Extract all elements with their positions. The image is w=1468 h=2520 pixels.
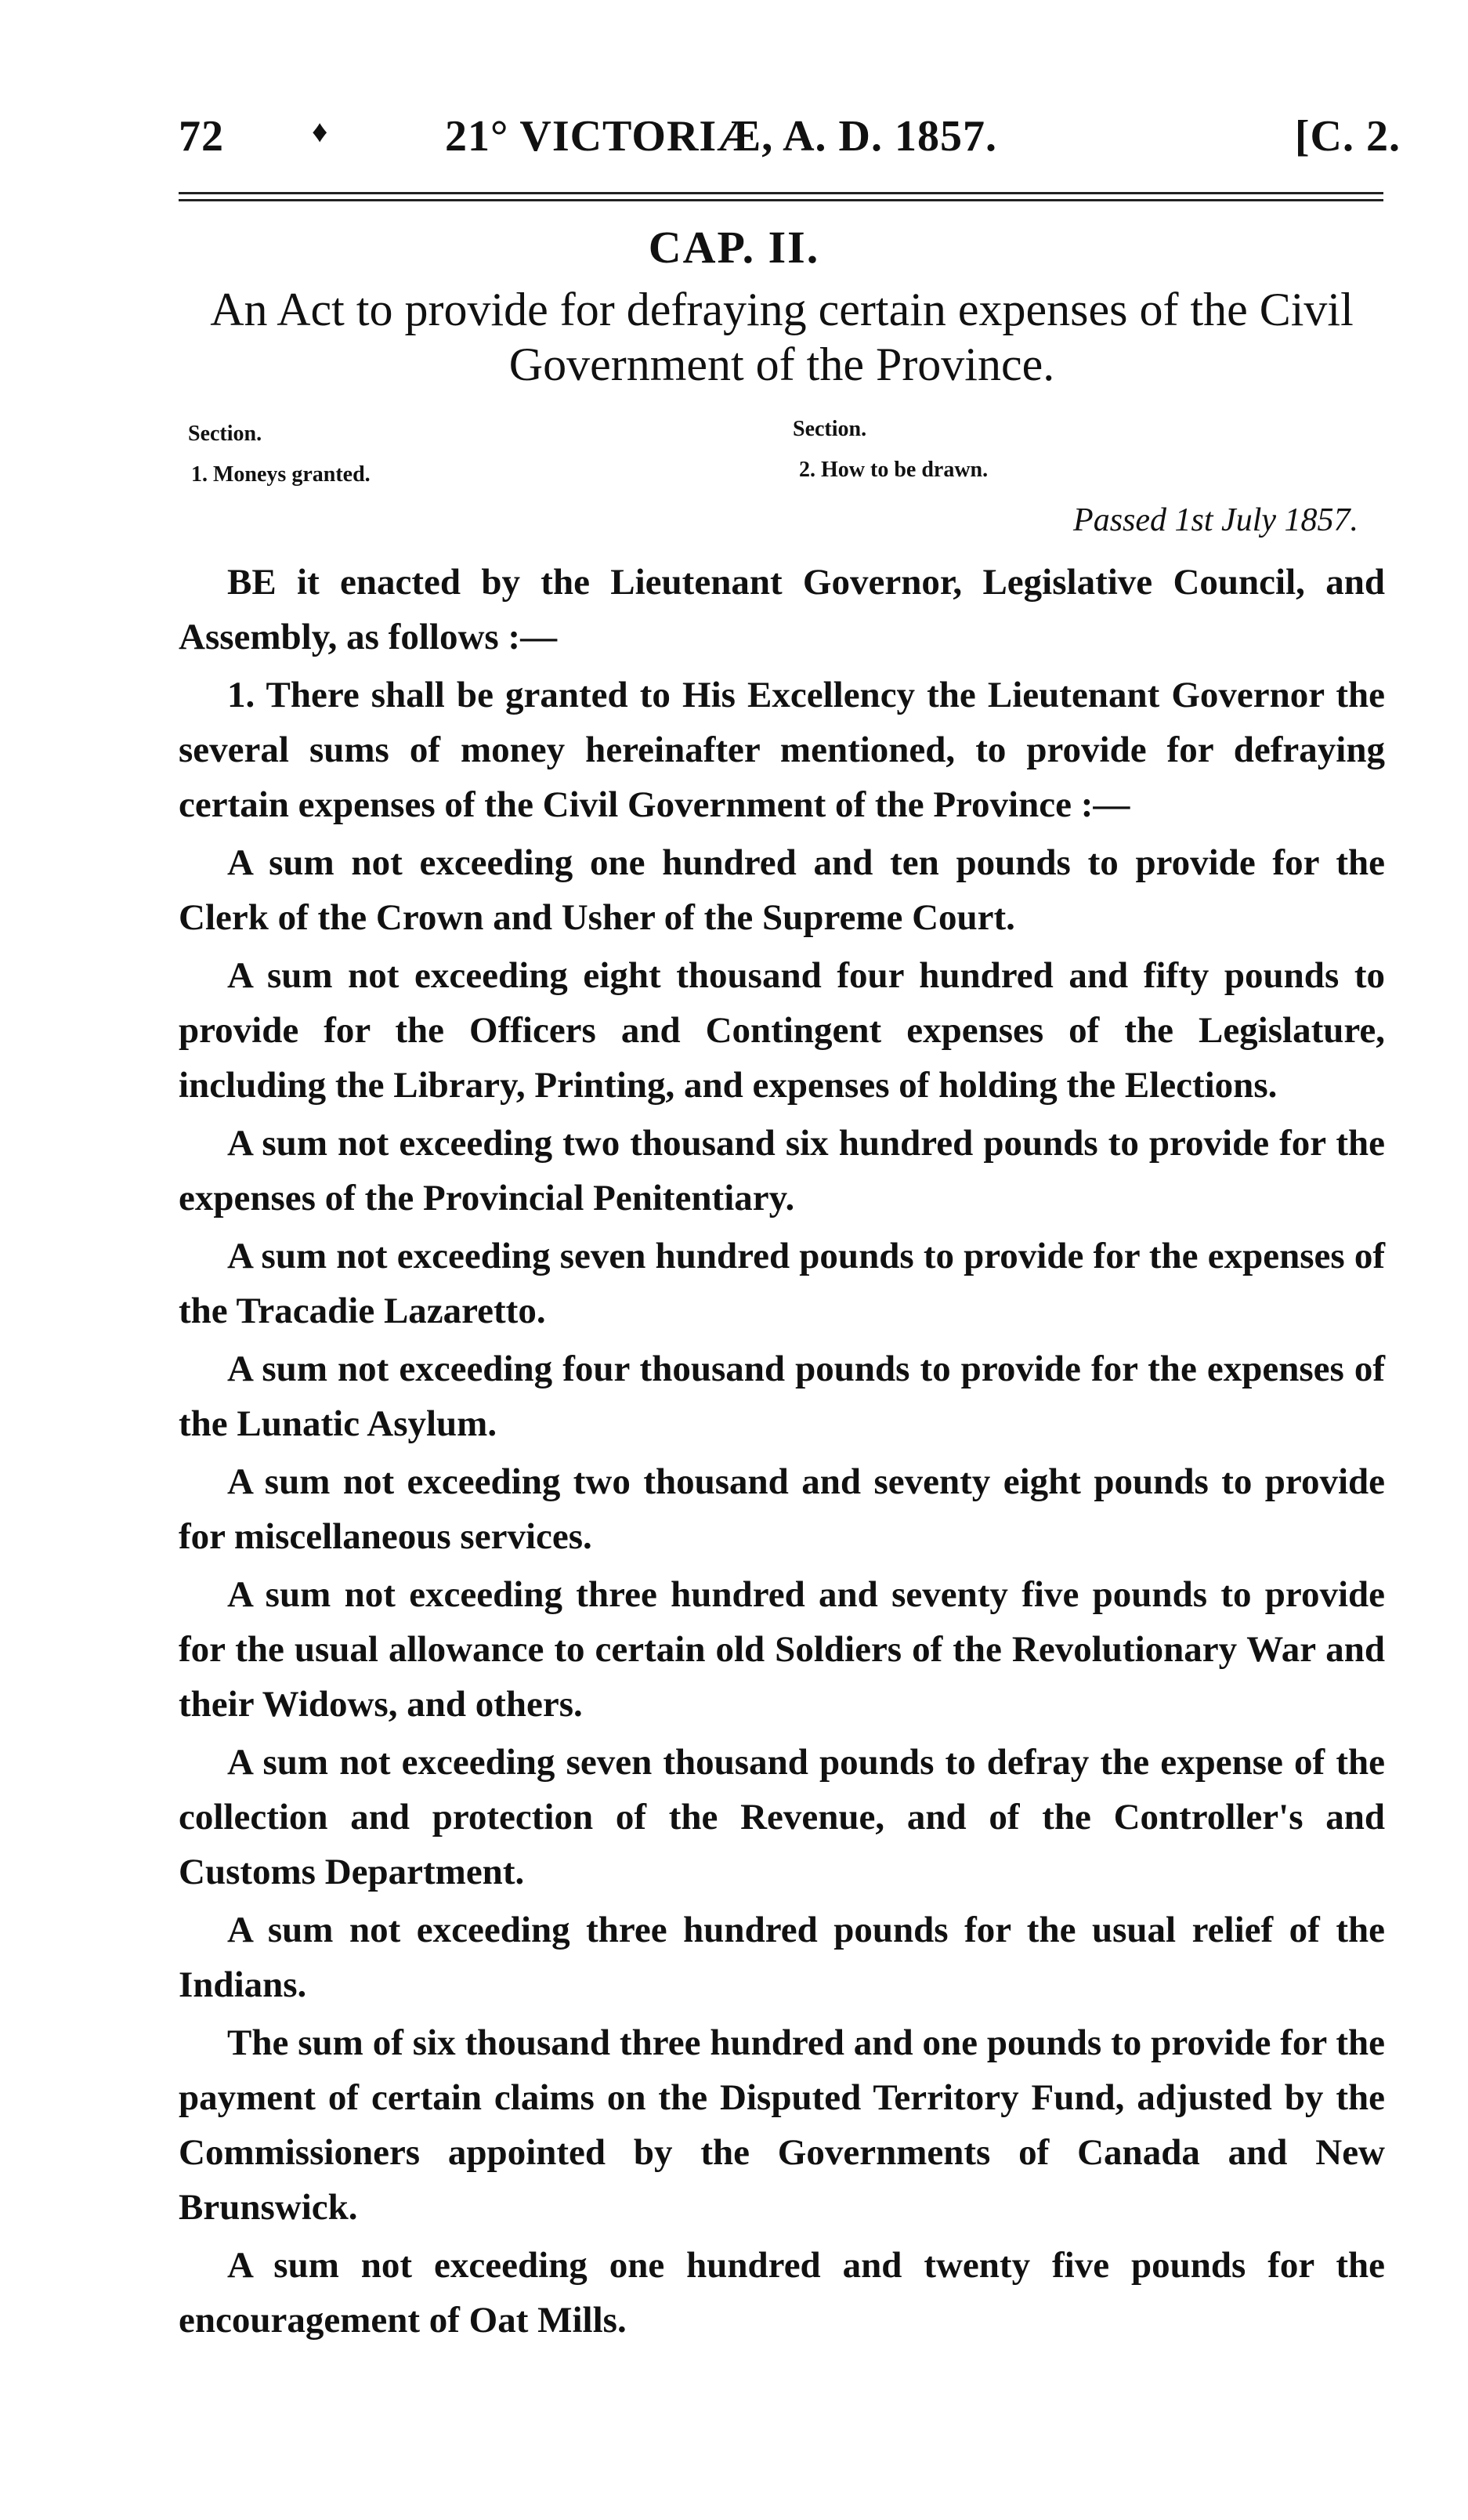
grant-lunatic-asylum: A sum not exceeding four thousand pounds to provide for the expenses of the Lunatic Asylum. <box>179 1349 1385 1444</box>
section-label-left: Section. <box>188 422 262 446</box>
section-1-paragraph: 1. There shall be granted to His Excellency the Lieutenant Governor the several sums of money hereinafter mentioned, to provide for defraying certain expenses of the Civil Government of the Province :— <box>179 675 1385 825</box>
grant-indians-relief: A sum not exceeding three hundred pounds for the usual relief of the Indians. <box>179 1910 1385 2005</box>
grant-legislature: A sum not exceeding eight thousand four hundred and fifty pounds to provide for the Officers and Contingent expenses of the Legislature, including the Library, Printing, and expenses of holding the Elections. <box>179 955 1385 1106</box>
chapter-heading: CAP. II. <box>648 222 820 273</box>
ornament-icon: ♦ <box>312 114 329 149</box>
grant-revenue-collection: A sum not exceeding seven thousand pounds to defray the expense of the collection and protection of the Revenue, and of the Controller's and Customs Department. <box>179 1742 1385 1892</box>
section-item-moneys-granted: 1. Moneys granted. <box>191 462 371 487</box>
running-header <box>179 111 1401 182</box>
grant-miscellaneous: A sum not exceeding two thousand and seventy eight pounds to provide for miscellaneous services. <box>179 1461 1385 1557</box>
page-number: 72 <box>179 112 224 161</box>
grant-penitentiary: A sum not exceeding two thousand six hundred pounds to provide for the expenses of the Provincial Penitentiary. <box>179 1123 1385 1218</box>
chapter-reference: [C. 2. <box>1294 112 1401 161</box>
section-label-right: Section. <box>793 417 867 441</box>
grant-oat-mills: A sum not exceeding one hundred and twenty five pounds for the encouragement of Oat Mills. <box>179 2245 1385 2341</box>
section-item-how-drawn: 2. How to be drawn. <box>799 458 989 482</box>
header-rule-bottom <box>179 199 1383 201</box>
grant-disputed-territory: The sum of six thousand three hundred and one pounds to provide for the payment of certain claims on the Disputed Territory Fund, adjusted by the Commissioners appointed by the Governments of Canada and New Brunswick. <box>179 2022 1385 2228</box>
grant-old-soldiers: A sum not exceeding three hundred and seventy five pounds to provide for the usual allowance to certain old Soldiers of the Revolutionary War and their Widows, and others. <box>179 1574 1385 1725</box>
act-body <box>179 555 1385 2351</box>
running-title: 21° VICTORIÆ, A. D. 1857. <box>445 112 997 161</box>
act-title: An Act to provide for defraying certain expenses of the Civil Government of the Province. <box>210 284 1354 390</box>
grant-clerk-of-crown: A sum not exceeding one hundred and ten pounds to provide for the Clerk of the Crown and Usher of the Supreme Court. <box>179 842 1385 938</box>
enacting-clause: BE it enacted by the Lieutenant Governor, Legislative Council, and Assembly, as follows :— <box>179 562 1385 657</box>
header-rule-top <box>179 192 1383 194</box>
grant-lazaretto: A sum not exceeding seven hundred pounds to provide for the expenses of the Tracadie Lazaretto. <box>179 1236 1385 1331</box>
passed-date: Passed 1st July 1857. <box>1073 502 1358 538</box>
